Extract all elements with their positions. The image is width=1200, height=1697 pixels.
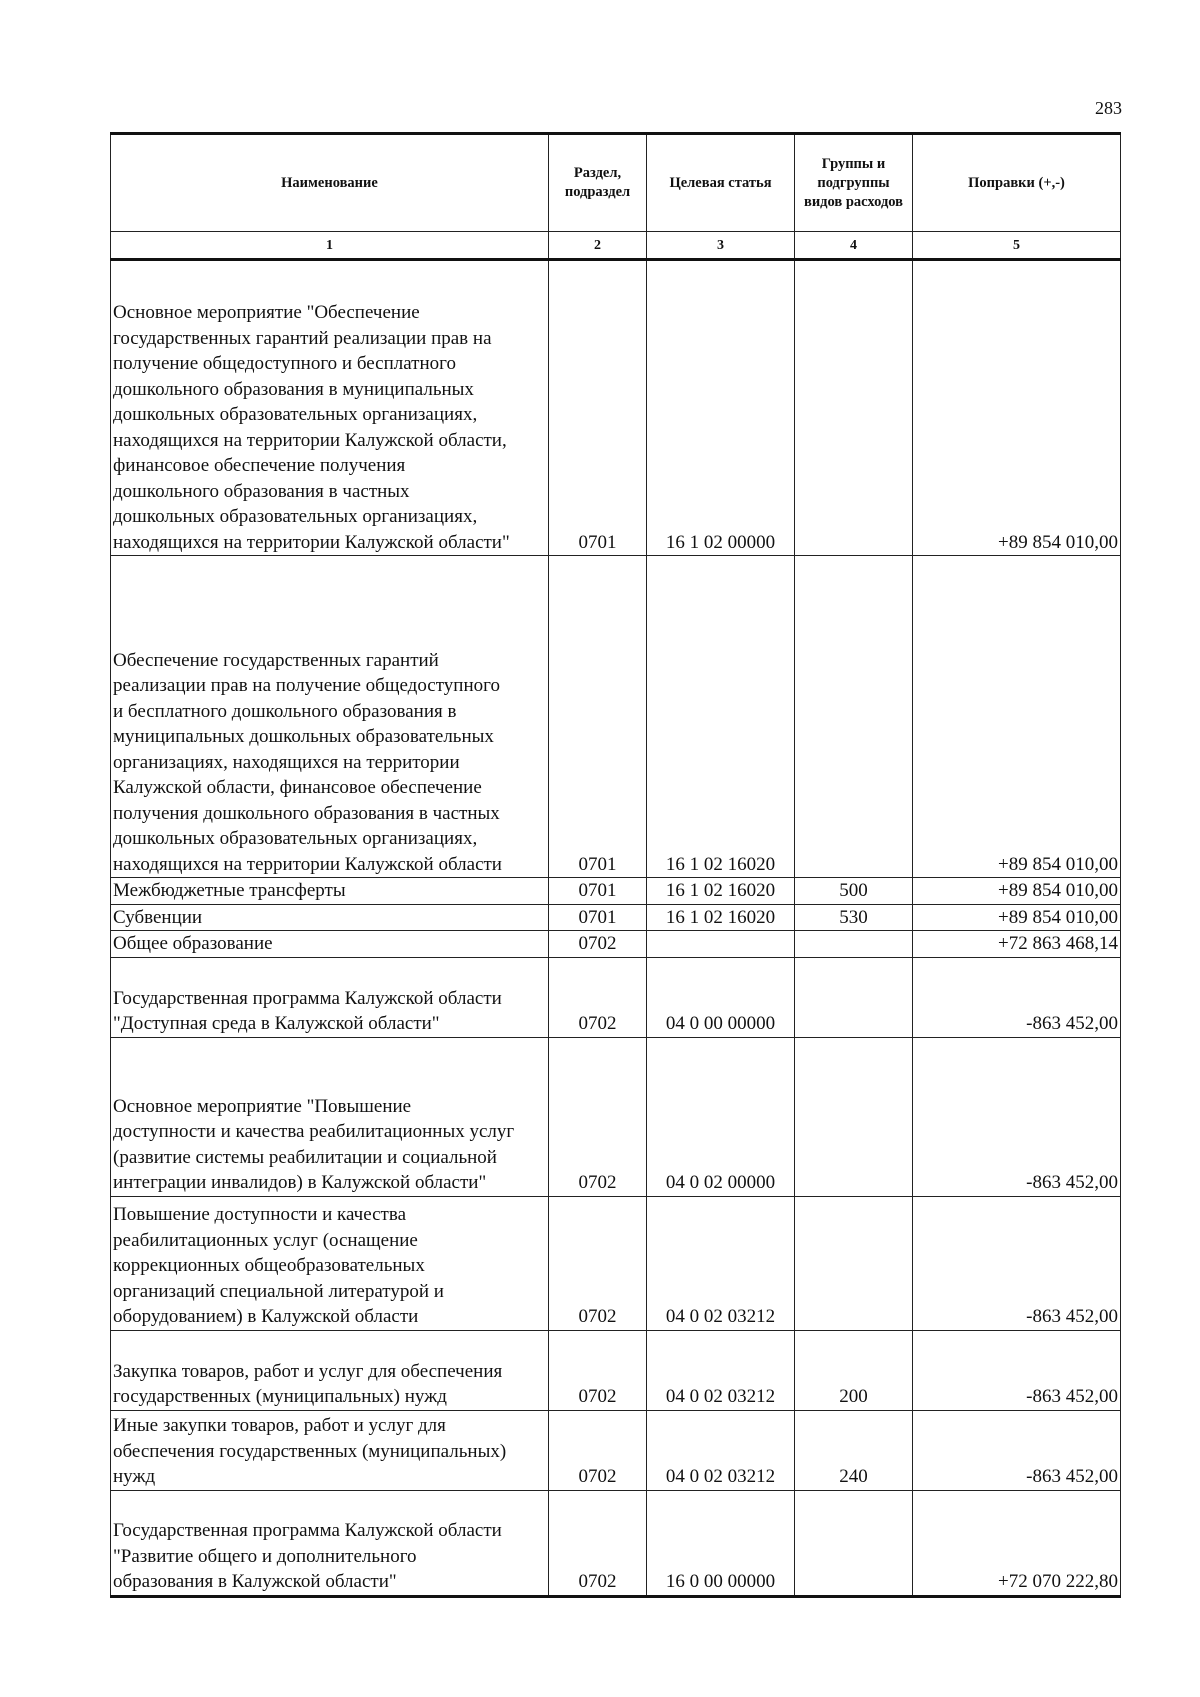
table-row bbox=[111, 1037, 1121, 1196]
row-group bbox=[795, 1196, 913, 1330]
row-target: 16 1 02 00000 bbox=[647, 260, 795, 556]
row-group bbox=[795, 1037, 913, 1196]
table-row bbox=[111, 878, 1121, 905]
row-section: 0702 bbox=[549, 1330, 647, 1410]
table-row bbox=[111, 1490, 1121, 1596]
header-name: Наименование bbox=[111, 134, 549, 232]
row-section: 0701 bbox=[549, 904, 647, 931]
row-group bbox=[795, 957, 913, 1037]
row-group bbox=[795, 931, 913, 958]
row-section: 0702 bbox=[549, 1037, 647, 1196]
row-group: 200 bbox=[795, 1330, 913, 1410]
header-section: Раздел, подраздел bbox=[549, 134, 647, 232]
row-amount: -863 452,00 bbox=[913, 1196, 1121, 1330]
row-name: Иные закупки товаров, работ и услуг для обеспечения государственных (муниципальных) нужд bbox=[111, 1410, 549, 1490]
row-amount: -863 452,00 bbox=[913, 1410, 1121, 1490]
page-number: 283 bbox=[1095, 98, 1122, 118]
row-amount: +89 854 010,00 bbox=[913, 260, 1121, 556]
row-group: 500 bbox=[795, 878, 913, 905]
row-amount: +72 863 468,14 bbox=[913, 931, 1121, 958]
budget-amendments-table-container bbox=[110, 132, 1120, 1598]
row-group: 240 bbox=[795, 1410, 913, 1490]
row-name: Основное мероприятие "Обеспечение государственных гарантий реализации прав на получение общедоступного и бесплатного дошкольного образования в муниципальных дошкольных образовательных организациях, находящихся на территории Калужской области, финансовое обеспечение получения дошкольного образования в частных дошкольных образовательных организациях, находящихся на территории Калужской области" bbox=[111, 260, 549, 556]
row-amount: -863 452,00 bbox=[913, 1037, 1121, 1196]
row-section: 0702 bbox=[549, 1410, 647, 1490]
column-number-row bbox=[111, 232, 1121, 260]
table-row bbox=[111, 1196, 1121, 1330]
row-target bbox=[647, 931, 795, 958]
header-expense-groups: Группы и подгруппы видов расходов bbox=[795, 134, 913, 232]
row-name: Основное мероприятие "Повышение доступности и качества реабилитационных услуг (развитие системы реабилитации и социальной интеграции инвалидов) в Калужской области" bbox=[111, 1037, 549, 1196]
table-row bbox=[111, 957, 1121, 1037]
row-target: 04 0 02 03212 bbox=[647, 1410, 795, 1490]
row-target: 04 0 02 00000 bbox=[647, 1037, 795, 1196]
row-section: 0701 bbox=[549, 878, 647, 905]
row-name: Государственная программа Калужской области "Доступная среда в Калужской области" bbox=[111, 957, 549, 1037]
row-target: 04 0 02 03212 bbox=[647, 1196, 795, 1330]
row-name: Общее образование bbox=[111, 931, 549, 958]
row-name: Субвенции bbox=[111, 904, 549, 931]
column-number: 2 bbox=[549, 232, 647, 260]
row-target: 16 1 02 16020 bbox=[647, 556, 795, 878]
budget-amendments-table bbox=[110, 132, 1121, 1598]
table-row bbox=[111, 1410, 1121, 1490]
table-row bbox=[111, 904, 1121, 931]
row-name: Государственная программа Калужской области "Развитие общего и дополнительного образования в Калужской области" bbox=[111, 1490, 549, 1596]
row-amount: +72 070 222,80 bbox=[913, 1490, 1121, 1596]
row-target: 04 0 02 03212 bbox=[647, 1330, 795, 1410]
row-amount: -863 452,00 bbox=[913, 1330, 1121, 1410]
header-amendments: Поправки (+,-) bbox=[913, 134, 1121, 232]
table-header-row bbox=[111, 134, 1121, 232]
table-row bbox=[111, 556, 1121, 878]
row-target: 16 1 02 16020 bbox=[647, 878, 795, 905]
column-number: 4 bbox=[795, 232, 913, 260]
row-name: Межбюджетные трансферты bbox=[111, 878, 549, 905]
header-target-article: Целевая статья bbox=[647, 134, 795, 232]
row-target: 04 0 00 00000 bbox=[647, 957, 795, 1037]
row-group: 530 bbox=[795, 904, 913, 931]
row-name: Повышение доступности и качества реабилитационных услуг (оснащение коррекционных общеобразовательных организаций специальной литературой и оборудованием) в Калужской области bbox=[111, 1196, 549, 1330]
column-number: 3 bbox=[647, 232, 795, 260]
row-amount: +89 854 010,00 bbox=[913, 878, 1121, 905]
row-amount: +89 854 010,00 bbox=[913, 556, 1121, 878]
row-target: 16 1 02 16020 bbox=[647, 904, 795, 931]
row-section: 0701 bbox=[549, 260, 647, 556]
row-name: Обеспечение государственных гарантий реализации прав на получение общедоступного и бесплатного дошкольного образования в муниципальных дошкольных образовательных организациях, находящихся на территории Калужской области, финансовое обеспечение получения дошкольного образования в частных дошкольных образовательных организациях, находящихся на территории Калужской области bbox=[111, 556, 549, 878]
row-group bbox=[795, 260, 913, 556]
column-number: 5 bbox=[913, 232, 1121, 260]
row-section: 0702 bbox=[549, 1196, 647, 1330]
row-section: 0701 bbox=[549, 556, 647, 878]
row-amount: -863 452,00 bbox=[913, 957, 1121, 1037]
table-row bbox=[111, 1330, 1121, 1410]
row-section: 0702 bbox=[549, 957, 647, 1037]
row-section: 0702 bbox=[549, 1490, 647, 1596]
table-row bbox=[111, 260, 1121, 556]
row-group bbox=[795, 556, 913, 878]
column-number: 1 bbox=[111, 232, 549, 260]
row-group bbox=[795, 1490, 913, 1596]
row-name: Закупка товаров, работ и услуг для обеспечения государственных (муниципальных) нужд bbox=[111, 1330, 549, 1410]
row-section: 0702 bbox=[549, 931, 647, 958]
row-amount: +89 854 010,00 bbox=[913, 904, 1121, 931]
row-target: 16 0 00 00000 bbox=[647, 1490, 795, 1596]
table-row bbox=[111, 931, 1121, 958]
